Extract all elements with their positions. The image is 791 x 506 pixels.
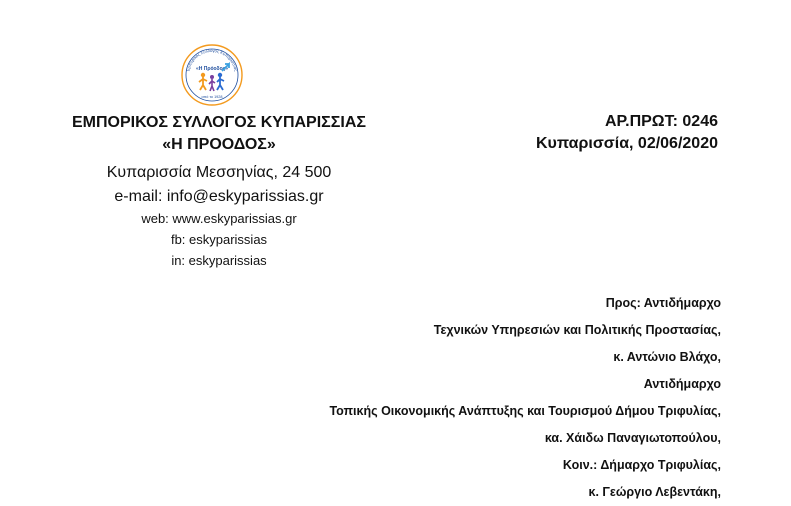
association-logo <box>181 44 243 106</box>
sender-contact-block <box>54 161 384 209</box>
org-subtitle: «Η ΠΡΟΟΔΟΣ» <box>162 136 276 153</box>
recipient-line: Τοπικής Οικονομικής Ανάπτυξης και Τουρισμού Δήμου Τριφυλίας, <box>329 404 721 418</box>
recipient-line: Αντιδήμαρχο <box>643 377 721 391</box>
protocol-number: ΑΡ.ΠΡΩΤ: 0246 <box>604 113 718 130</box>
instagram-handle: in: eskyparissias <box>171 253 267 268</box>
sender-org-block <box>54 112 384 156</box>
recipient-line: Προς: Αντιδήμαρχο <box>605 296 721 310</box>
recipients-block <box>329 290 721 506</box>
logo-bottom-text: από το 1928 <box>201 95 223 99</box>
reference-block <box>536 111 718 155</box>
logo-arc-text: Εμπορικός Σύλλογος Κυπαρισσίας <box>185 47 239 72</box>
recipient-line: Κοιν.: Δήμαρχο Τριφυλίας, <box>562 458 721 472</box>
facebook-handle: fb: eskyparissias <box>170 232 268 247</box>
recipient-line: κα. Χάιδω Παναγιωτοπούλου, <box>544 431 721 445</box>
recipient-line: κ. Αντώνιο Βλάχο, <box>613 350 721 364</box>
address: Κυπαρισσία Μεσσηνίας, 24 500 <box>106 164 332 181</box>
logo-center-text: «Η Πρόοδος» <box>195 66 229 72</box>
email: e-mail: info@eskyparissias.gr <box>114 188 324 205</box>
sender-social-block <box>54 208 384 271</box>
web-link: web: www.eskyparissias.gr <box>141 211 297 226</box>
recipient-line: Τεχνικών Υπηρεσιών και Πολιτικής Προστασίας, <box>433 323 721 337</box>
place-date: Κυπαρισσία, 02/06/2020 <box>536 135 718 152</box>
org-name: ΕΜΠΟΡΙΚΟΣ ΣΥΛΛΟΓΟΣ ΚΥΠΑΡΙΣΣΙΑΣ <box>72 114 366 131</box>
recipient-line: κ. Γεώργιο Λεβεντάκη, <box>588 485 721 499</box>
